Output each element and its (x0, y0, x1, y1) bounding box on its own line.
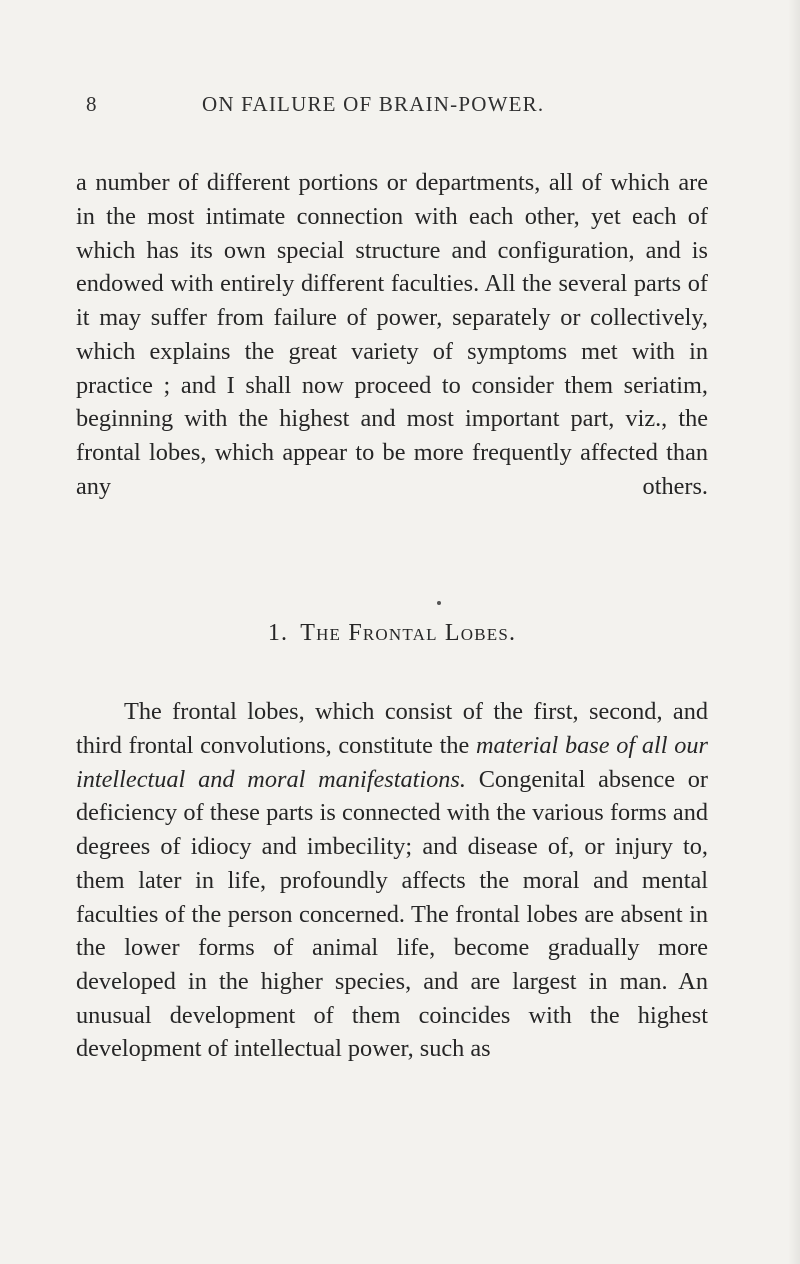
section-number: 1. (267, 620, 289, 646)
page-number: 8 (86, 92, 98, 116)
scan-shadow-edge (788, 0, 800, 1264)
running-header (76, 92, 696, 116)
paragraph-continuation: a number of different portions or departments, all of which are in the most intimate connection with each other, yet each of which has its own special structure and configuration, and is endowed with entirely different faculties. All the several parts of it may suffer from failure of power, separately or collectively, which explains the great variety of symptoms met with in practice ; and I shall now proceed to consider them seriatim, beginning with the highest and most important part, viz., the frontal lobes, which appear to be more frequently affected than any others. (76, 169, 708, 500)
paragraph-frontal-lobes (76, 695, 708, 1066)
paragraph-text-start: The frontal lobes, which consist of the first, second, and third frontal convolutions, constitute the (76, 698, 708, 759)
paragraph-text-end: Congenital absence or deficiency of these parts is connected with the various forms and degrees of idiocy and imbecility; and disease of, or injury to, them later in life, profoundly affects the moral and mental faculties of the person concerned. The frontal lobes are absent in the lower forms of animal life, become gradually more developed in the higher species, and are largest in man. An unusual development of them coincides with the highest development of intellectual power, such as (76, 765, 708, 1063)
running-title: ON FAILURE OF BRAIN-POWER. (202, 92, 545, 116)
italic-emphasis: material base of all our intellectual and moral manifestations. (76, 732, 708, 793)
printed-speck (437, 601, 441, 605)
section-heading (76, 620, 708, 647)
section-title: The Frontal Lobes. (300, 620, 517, 646)
